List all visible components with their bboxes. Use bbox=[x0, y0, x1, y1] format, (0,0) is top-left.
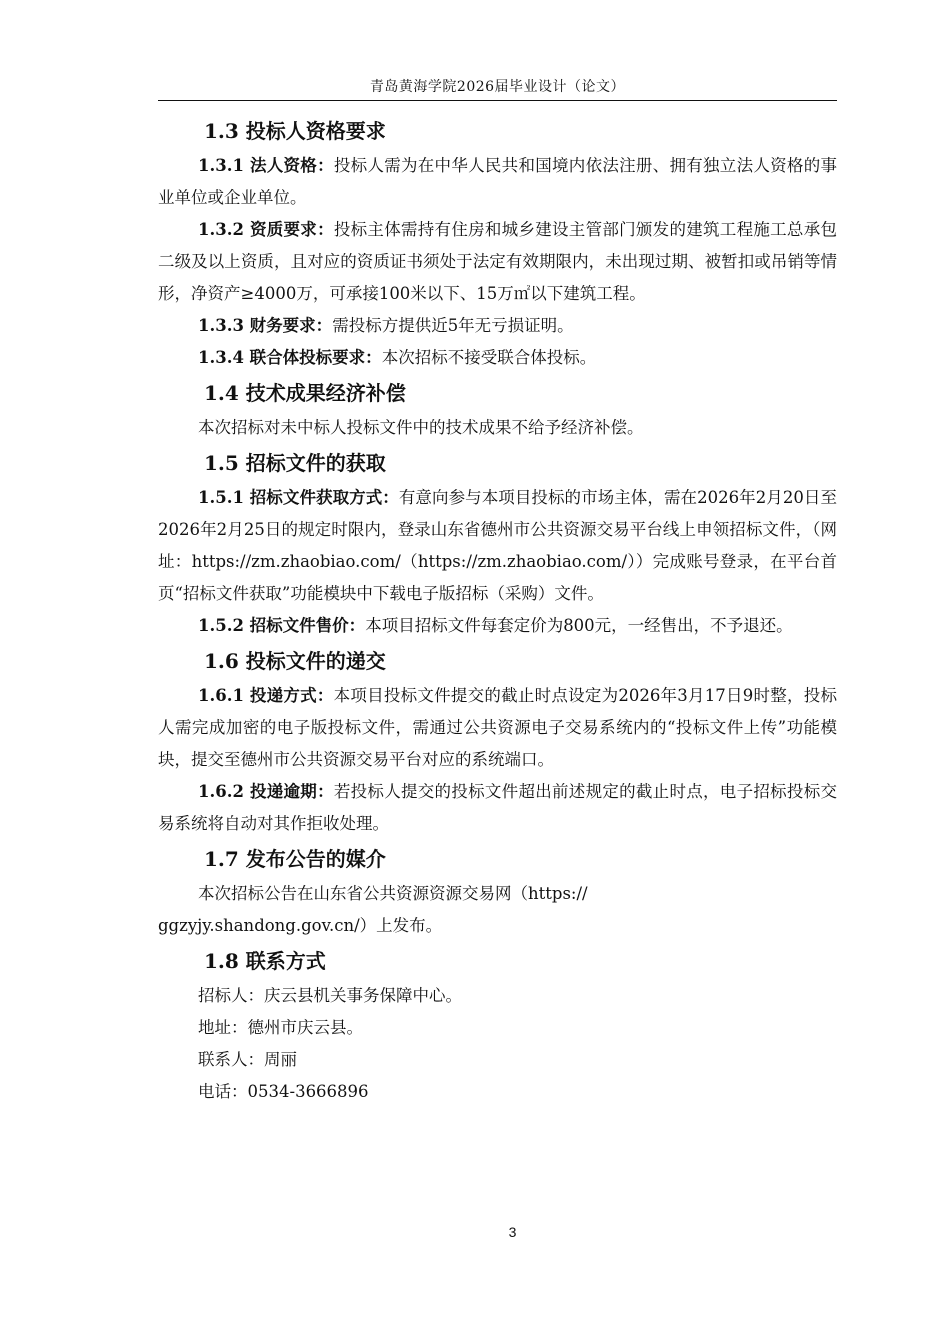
section-heading-1-5: 1.5 招标文件的获取 bbox=[204, 451, 386, 475]
paragraph-text: 需投标方提供近5年无亏损证明。 bbox=[332, 316, 574, 335]
paragraph-label: 1.3.1 法人资格： bbox=[198, 156, 334, 175]
paragraph-1-6-1 bbox=[158, 680, 837, 776]
paragraph-1-7-line-1: 本次招标公告在山东省公共资源资源交易网（https:// bbox=[198, 884, 588, 903]
page-header: 青岛黄海学院2026届毕业设计（论文） bbox=[369, 79, 626, 95]
section-heading-1-7: 1.7 发布公告的媒介 bbox=[204, 847, 386, 871]
contact-person: 联系人：周丽 bbox=[198, 1050, 297, 1069]
section-heading-1-8: 1.8 联系方式 bbox=[204, 949, 326, 973]
section-heading-1-4: 1.4 技术成果经济补偿 bbox=[204, 381, 406, 405]
paragraph-text: 投标主体需持有住房和城乡建设主管部门颁发的建筑工程施工总承包二级及以上资质，且对应的资质证书须处于法定有效期限内，未出现过期、被暂扣或吊销等情形，净资产≥4000万，可承接100米以下、15万㎡以下建筑工程。 bbox=[158, 220, 837, 303]
section-heading-1-6: 1.6 投标文件的递交 bbox=[204, 649, 386, 673]
paragraph-1-5-2 bbox=[158, 610, 837, 642]
paragraph-text: 若投标人提交的投标文件超出前述规定的截止时点，电子招标投标交易系统将自动对其作拒收处理。 bbox=[158, 782, 837, 833]
page-number: 3 bbox=[508, 1224, 517, 1240]
paragraph-text: 本项目招标文件每套定价为800元，一经售出，不予退还。 bbox=[365, 616, 793, 635]
paragraph-1-7-line-2: ggzyjy.shandong.gov.cn/）上发布。 bbox=[158, 916, 443, 935]
contact-address: 地址：德州市庆云县。 bbox=[198, 1018, 363, 1037]
paragraph-1-3-1 bbox=[158, 150, 837, 214]
paragraph-label: 1.6.2 投递逾期： bbox=[198, 782, 334, 801]
paragraph-1-3-4 bbox=[158, 342, 837, 374]
paragraph-label: 1.3.2 资质要求： bbox=[198, 220, 334, 239]
paragraph-text: 有意向参与本项目投标的市场主体，需在2026年2月20日至2026年2月25日的规定时限内，登录山东省德州市公共资源交易平台线上申领招标文件，（网址：https://zm.zhaobiao.com/（https://zm.zhaobiao.com/））完成账号登录，在平台首页“招标文件获取”功能模块中下载电子版招标（采购）文件。 bbox=[158, 488, 837, 603]
paragraph-1-3-3 bbox=[158, 310, 837, 342]
paragraph-label: 1.5.2 招标文件售价： bbox=[198, 616, 366, 635]
header-rule bbox=[158, 100, 837, 101]
paragraph-label: 1.5.1 招标文件获取方式： bbox=[198, 488, 399, 507]
paragraph-text: 投标人需为在中华人民共和国境内依法注册、拥有独立法人资格的事业单位或企业单位。 bbox=[158, 156, 837, 207]
paragraph-label: 1.3.4 联合体投标要求： bbox=[198, 348, 382, 367]
contact-phone: 电话：0534-3666896 bbox=[198, 1082, 369, 1101]
paragraph-1-5-1 bbox=[158, 482, 837, 610]
document-body bbox=[158, 112, 837, 1108]
contact-tenderer: 招标人：庆云县机关事务保障中心。 bbox=[198, 986, 462, 1005]
paragraph-1-6-2 bbox=[158, 776, 837, 840]
paragraph-text: 本项目投标文件提交的截止时点设定为2026年3月17日9时整，投标人需完成加密的电子版投标文件，需通过公共资源电子交易系统内的“投标文件上传”功能模块，提交至德州市公共资源交易平台对应的系统端口。 bbox=[158, 686, 837, 769]
section-heading-1-3: 1.3 投标人资格要求 bbox=[204, 119, 386, 143]
paragraph-label: 1.3.3 财务要求： bbox=[198, 316, 333, 335]
paragraph-text: 本次招标不接受联合体投标。 bbox=[381, 348, 597, 367]
paragraph-1-3-2 bbox=[158, 214, 837, 310]
paragraph-1-4: 本次招标对未中标人投标文件中的技术成果不给予经济补偿。 bbox=[198, 418, 644, 437]
paragraph-label: 1.6.1 投递方式： bbox=[198, 686, 334, 705]
